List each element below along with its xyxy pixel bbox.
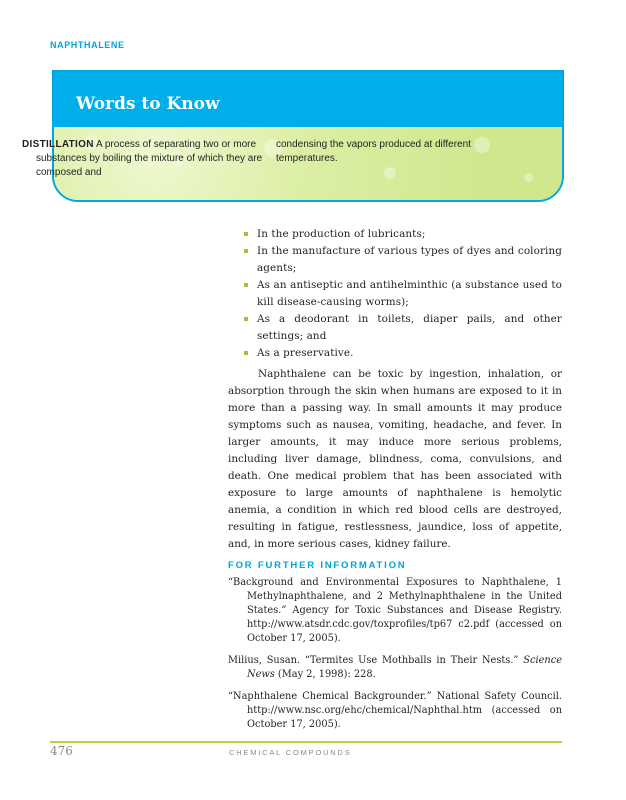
list-item: In the manufacture of various types of dyes and coloring agents; — [243, 243, 562, 277]
further-info-heading: FOR FURTHER INFORMATION — [228, 560, 407, 571]
reference-text: “Naphthalene Chemical Backgrounder.” National Safety Council. http://www.nsc.org/ehc/chemical/Naphthal.htm (accessed on October 17, 2005). — [228, 691, 562, 730]
running-head: NAPHTHALENE — [50, 40, 125, 50]
reference-text: (May 2, 1998): 228. — [274, 669, 376, 680]
toxicity-paragraph: Naphthalene can be toxic by ingestion, inhalation, or absorption through the skin when humans are exposed to it in more than a passing way. In small amounts it may produce symptoms such as nausea, vomiting, headache, and fever. In larger amounts, it may induce more serious problems, including liver damage, blindness, coma, convulsions, and death. One medical problem that has been associated with exposure to large amounts of naphthalene is hemolytic anemia, a condition in which red blood cells are destroyed, resulting in fatigue, restlessness, jaundice, loss of appetite, and, in more serious cases, kidney failure. — [228, 368, 562, 550]
usage-list — [243, 226, 562, 362]
reference-text: “Background and Environmental Exposures to Naphthalene, 1 Methylnaphthalene, and 2 Methylnaphthalene in the United States.” Agency for Toxic Substances and Disease Registry. http://www.atsdr.cdc.gov/toxprofiles/tp67 c2.pdf (accessed on October 17, 2005). — [228, 577, 562, 644]
page-number: 476 — [50, 744, 73, 758]
footer-rule — [50, 741, 562, 743]
reference-item — [228, 654, 562, 682]
list-item: In the production of lubricants; — [243, 226, 562, 243]
words-to-know-box — [52, 70, 564, 202]
definition-column-1 — [22, 138, 272, 180]
footer-book-title: CHEMICAL COMPOUNDS — [229, 748, 352, 757]
main-text — [228, 226, 562, 553]
definition-column-2: condensing the vapors produced at different temperatures. — [276, 139, 471, 164]
reference-item — [228, 576, 562, 646]
list-item: As a preservative. — [243, 345, 562, 362]
words-to-know-title: Words to Know — [76, 94, 220, 114]
reference-journal: Science News — [247, 655, 562, 680]
reference-text: Milius, Susan. “Termites Use Mothballs in Their Nests.” — [228, 655, 524, 666]
list-item: As a deodorant in toilets, diaper pails, and other settings; and — [243, 311, 562, 345]
reference-list — [228, 576, 562, 740]
definition-part-1: A process of separating two or more substances by boiling the mixture of which they are composed and — [36, 139, 263, 178]
glossary-term: DISTILLATION — [22, 139, 94, 150]
reference-item — [228, 690, 562, 732]
words-to-know-header — [54, 72, 562, 127]
list-item: As an antiseptic and antihelminthic (a substance used to kill disease-causing worms); — [243, 277, 562, 311]
